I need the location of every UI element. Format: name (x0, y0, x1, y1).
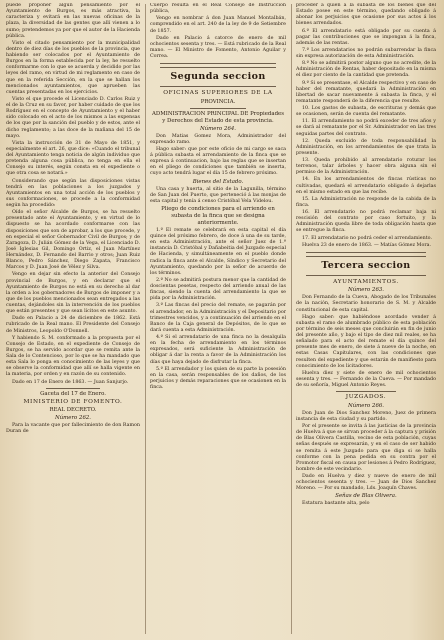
ministry-heading: MINISTERIO DE FOMENTO. (23, 398, 123, 405)
notice-number: Número 264. (199, 125, 237, 132)
section-divider (306, 252, 426, 257)
condition-paragraph: 17. El arrendatario no podrá ceder el arrendamiento. (302, 235, 432, 241)
notice-number: Número 263. (347, 287, 385, 294)
section-title: Tercera seccion (321, 259, 411, 271)
column-right (296, 3, 436, 635)
subheading: Bienes del Estado. (192, 178, 244, 185)
condition-paragraph: 4.º Si el arrendatario de una finca no la desalquila en la fecha de arrendamiento en los términos expresados, será suficiente la Administración de obligar á dar la renta a favor de la Administración los días que haya dejado de disfrutar la finca. (150, 335, 286, 365)
divider (46, 388, 100, 389)
paragraph: Hago saber: que por este oficio de mi cargo se saca á pública subasta el arrendamiento de la finca que se expresa á continuacion, bajo las reglas que se insertan en el pliego de condiciones que también se inserta, cuyo acto tendrá lugar el día 15 de febrero próximo. (150, 146, 286, 177)
condition-paragraph: 7.º Los arrendatarios no podrán subarrendar la finca sin expresa autorización de esta Administración. (296, 47, 436, 59)
paragraph: Estatura bastante alta, pelo (302, 501, 370, 507)
condition-paragraph: 9.º Si se presentase, el Alcalde respectivo y en caso de haber del rematante, quedará la Administración en libertad de sacar nuevamente á subasta la finca, y el rematante responderá de la diferencia que resulte. (296, 80, 436, 104)
condition-paragraph: 11. El arrendamiento no podrá exceder de tres años y se dará al rematante por el Sr. Administrador en las tres seguidas partes del contrato. (296, 119, 436, 137)
section-subtitle: OFICINAS SUPERIORES DE LA (163, 90, 273, 97)
section-subtitle: PROVINCIA. (200, 98, 236, 105)
paragraph: Huelva diez y siete de enero de mil ochocientos sesenta y tres. — Fernando de la Cueva. — Por mandado de su señoría, Miguel Antonio Reyes. (296, 370, 436, 389)
paragraph: Cuerpo resulta en el Real Consejo de Instrucción pública, (150, 3, 286, 15)
paragraph: Don Fernando de la Cueva, Abogado de los Tribunales de la nación, Secretario honorario de S. M. y Alcalde constitucional de esta capital. (296, 295, 436, 313)
condition-paragraph: 5.º El arrendador y los quien de su parte la posesión en la casa, serán responsables de los daños, de los perjuicios y demás reparaciones que se ocasionen en la finca. (150, 366, 286, 391)
column-rule (145, 4, 146, 634)
column-middle (150, 3, 286, 635)
paragraph: Considerando que según las disposiciones vistas tendrá en las poblaciones a los juzgados y Ayuntamientos en una total acción de los pueblos y sus conformaciones, se procede a la conformidad según ha procedido: (6, 178, 140, 208)
notice-number: Número 262. (54, 415, 92, 422)
condition-paragraph: 12. Queda excluido de toda responsabilidad la Administración, en los arrendamientos de que trata la presente. (296, 138, 436, 156)
divider (306, 275, 426, 276)
signature-date: Dado en 17 de Enero de 1863. — Juan Sanjurjo. (12, 379, 129, 385)
paragraph: Dado en Palacio á catorce de enero de mil ochocientos sesenta y tres. — Está rubricado de la Real mano. — El Ministro de Fomento, Antonio Aguilar y Correa. (150, 35, 286, 59)
paragraph: Visto el citado pensamiento por la municipalidad dentro de diez días de los pueblos de la provincia, que habiendo ser colocados por el Ayuntamiento de Burgos en la forma establecida por la ley, he resuelto conformarme con lo que se acuerda y decidido por las leyes del ramo, en virtud de mi reglamento en caso de que en la referida Sección, en la que se hallan los mencionados ayuntamientos, que aprueben las cuentas presentadas en los ejercicios. (6, 40, 140, 95)
subheading: Señas de Blas Olivera. (335, 493, 397, 500)
notice-number: Número 266. (347, 402, 385, 409)
gazette-reference: Gaceta del 17 de Enero. (40, 390, 106, 397)
paragraph: Visto el que procede el Licenciado D. Carlos Ruiz y el de la Cruz en su favor, por haber cuidado de que los Rodríguez en el concepto de Ayuntamiento y el haber sido colocado en el acto de los mismos a las expensas de los que por la sanción del pueblo y de estos, ante el dicho reglamento; a las doce de la mañana del 15 de mayo. (6, 96, 140, 139)
paragraph: Hago saber: que habiéndose acordado vender á subasta el ramo de alumbrado público de esta población por término de seis meses que concluirán en fin de junio del presente año, y bajo el tipo de diez mil reales, se ha señalado para el acto del remate el día quince del presente mes de enero, de siete á nueve de la noche, en estas Casas Capitulares, con las condiciones que resulten del expediente y que estarán de manifiesto para conocimiento de los licitadores. (296, 314, 436, 369)
paragraph: Don Matias Gomez Mora, Administrador del expresado ramo. (150, 133, 286, 145)
divider (160, 86, 276, 87)
column-rule (291, 4, 292, 634)
condition-paragraph: 16. El arrendatario no podrá reclamar baja ni rescisión del contrato por caso fortuito, y la Administración queda libre de toda obligación hasta que se entregue la finca. (296, 210, 436, 234)
paragraph: Don Juan de Dios Sanchez Moreno, Juez de primera instancia de esta ciudad y su partido. (296, 410, 436, 422)
paragraph: Y habiendo S. M. conformado a la propuesta por el Consejo de Estado, en el expediente de Consejo de Burgos, se ha servido acordar que se remita ante la Sala de lo Contencioso, por lo que se ha mandado que esta Sala lo ponga en conocimiento de las leyes y que se observe la conformidad que allí se halla vigente en la materia, por orden y en razón de su contenido. (6, 335, 140, 378)
condition-paragraph: 10. Los gastos de subasta, de escrituras y demás que se ocasionen, serán de cuenta del rematante. (296, 106, 436, 118)
paragraph: Dado en Huelva y diez y nueve de enero de mil ochocientos sesenta y tres. — Juan de Dios Sanchez Moreno. — Por su mandado, Lds. Joaquín Chaves. (296, 474, 436, 492)
paragraph: Oído el señor Alcalde de Burgos, se ha resuelto presentado ante el Ayuntamiento, y en virtud de lo dispuesto se ha acordado conformarse con las disposiciones que son de aprobar, a los que procede, y en especial el señor Gobernador Civil de Burgos; y de Zaragoza, D. Julián Gómez de la Vega, el Licenciado D. José Iglesias Gil, Domingo Ortiz, el Juan Martínez Hernández, D. Fernando del Barrio y otros; Juan Ruiz Blanco, Pedro Sánchez, Diego Zapata, Francisco Marcos y D. Juan José de Vélez y Silva. (6, 210, 140, 271)
paragraph: Una casa y huerta, al sitio de la Lagunilla, término de San Juan del Puerto, que perteneció á las monjas de esta capital y tenía á censo Cristóbal Vela Videlou. (150, 186, 286, 204)
condition-paragraph: 15. La Administración no responde de la cabida de la finca. (296, 196, 436, 208)
conditions-heading: Pliego de condiciones para el arriendo en subasta de la finca que se designa anteriormente. (161, 205, 275, 226)
paragraph: proceder á quien á la subasta de los bienes que del Estado posee en este término, quedando obligado á abonar los perjuicios que ocasione por sus actos á los bienes arrendados. (296, 3, 436, 27)
condition-paragraph: 14. En los arrendamientos de fincas rústicas no cultivadas, quedará el arrendatario obligado á dejarlas en el mismo estado en que las recibe. (296, 177, 436, 195)
condition-paragraph: 3.º Las fincas del precio del remate, se pagarán por el arrendador, en la Administración y el Depositario por trimestres vencidos, y a continuación del arriendo en el Banco de la Caja general de Depósitos, de lo que se dará cuenta a esta Administración. (150, 303, 286, 333)
condition-paragraph: 8.º No se admitirá postor alguno que no acredite, de la Administración de Rentas, haber depositado en la misma el diez por ciento de la cantidad que pretenda. (296, 61, 436, 79)
divider (190, 108, 246, 109)
section-subtitle: AYUNTAMIENTOS. (333, 278, 399, 285)
divider (336, 391, 396, 392)
section-title: Segunda seccion (170, 71, 266, 83)
signature-date: Huelva 23 de enero de 1863. — Matías Gómez Mora. (302, 242, 432, 248)
office-heading: ADMINISTRACION PRINCIPAL DE Propiedades y Derechos del Estado de esta provincia. (151, 110, 284, 124)
condition-paragraph: 6.º El arrendatario está obligado por su cuenta á pagar las contribuciones que se impongan á la finca, además de las rentas. (296, 28, 436, 46)
paragraph: Dado en Palacio a 24 de diciembre de 1862. Está rubricado de la Real mano. El Presidente del Consejo de Ministros, Leopoldo O'Donnell. (6, 316, 140, 334)
paragraph: Vista la instrucción de 31 de Mayo de 1851, y especialmente el art. 26, que dice: «Cuando el tribunal del Ayuntamiento tenga noticia de algún individuo que pretenda alguna cosa pública, no tenga en ella el Consejo su interés, según consta en el expediente o que otra cosa se notará.» (6, 140, 140, 177)
section-subtitle: JUZGADOS. (345, 394, 387, 401)
paragraph: Vengo en nombrar á don Juan Manuel Montalbán, comprendido en el art. 240 de la ley de 9 de Setiembre de 1857. (150, 16, 286, 34)
condition-paragraph: 13. Queda prohibido al arrendatario roturar los terrenos, talar árboles y hacer obra alguna sin el permiso de la Administración. (296, 158, 436, 176)
paragraph: Para la vacante que por fallecimiento de don Ramon Duran de (6, 423, 140, 435)
paragraph: Vengo en dejar sin efecto la anterior del Consejo provincial de Burgos, y en declarar que el Ayuntamiento de Burgos no está en su derecho al dar la orden a los gobernadores de Burgos de imponer y a que de los pueblos mencionados sean entregados a las cuentas, dejándoles sin la intervención de los pueblos que están presentes y que sean lícitos en este asunto. (6, 272, 140, 315)
paragraph: puede proponer algún pensamiento por el Ayuntamiento de Burgos, es más atractiva, la caracteriza y evitará en las nuevas oficinas de la plaza, la diversidad de las gentes que allí vienen a lo sumo; pretendemos ya por que el autor de la Hacienda pública. (6, 3, 140, 39)
section-divider (160, 63, 276, 68)
column-left (6, 3, 140, 635)
decree-heading: REAL DECRETO. (49, 407, 97, 414)
condition-paragraph: 1.º El remate se celebrará en esta capital el día quince del próximo febrero, de doce á una de su tarde, en esta Administración, ante el señor Juez de 1.ª instancia D. Cristóbal y Dañabeitia del Juzgado especial de Hacienda, y simultáneamente en el pueblo donde radica la finca ante el Alcalde, Síndico y Secretario del Ayuntamiento, quedando por la señor de acuerdo de los términos. (150, 227, 286, 276)
condition-paragraph: 2.º No se admitirá postura menor que la cantidad de doscientas pesetas, respecto del arriendo anual de las fincas, siendo la cuenta del arrendamiento la que se pida por la Administración. (150, 277, 286, 302)
paragraph: Por el presente se invita á las justicias de la provincia de Huelva á que se sirvan proceder á la captura y prisión de Blas Olivera Castilla, vecino de esta población, cuyas señas después se expresarán, y en el caso de ser habido se remita á este Juzgado para que diga si se halla conforme con la pena pedida en su contra por el Promotor fiscal en causa por lesiones á Pedro Rodríguez, hombre de este vecindario. (296, 424, 436, 472)
